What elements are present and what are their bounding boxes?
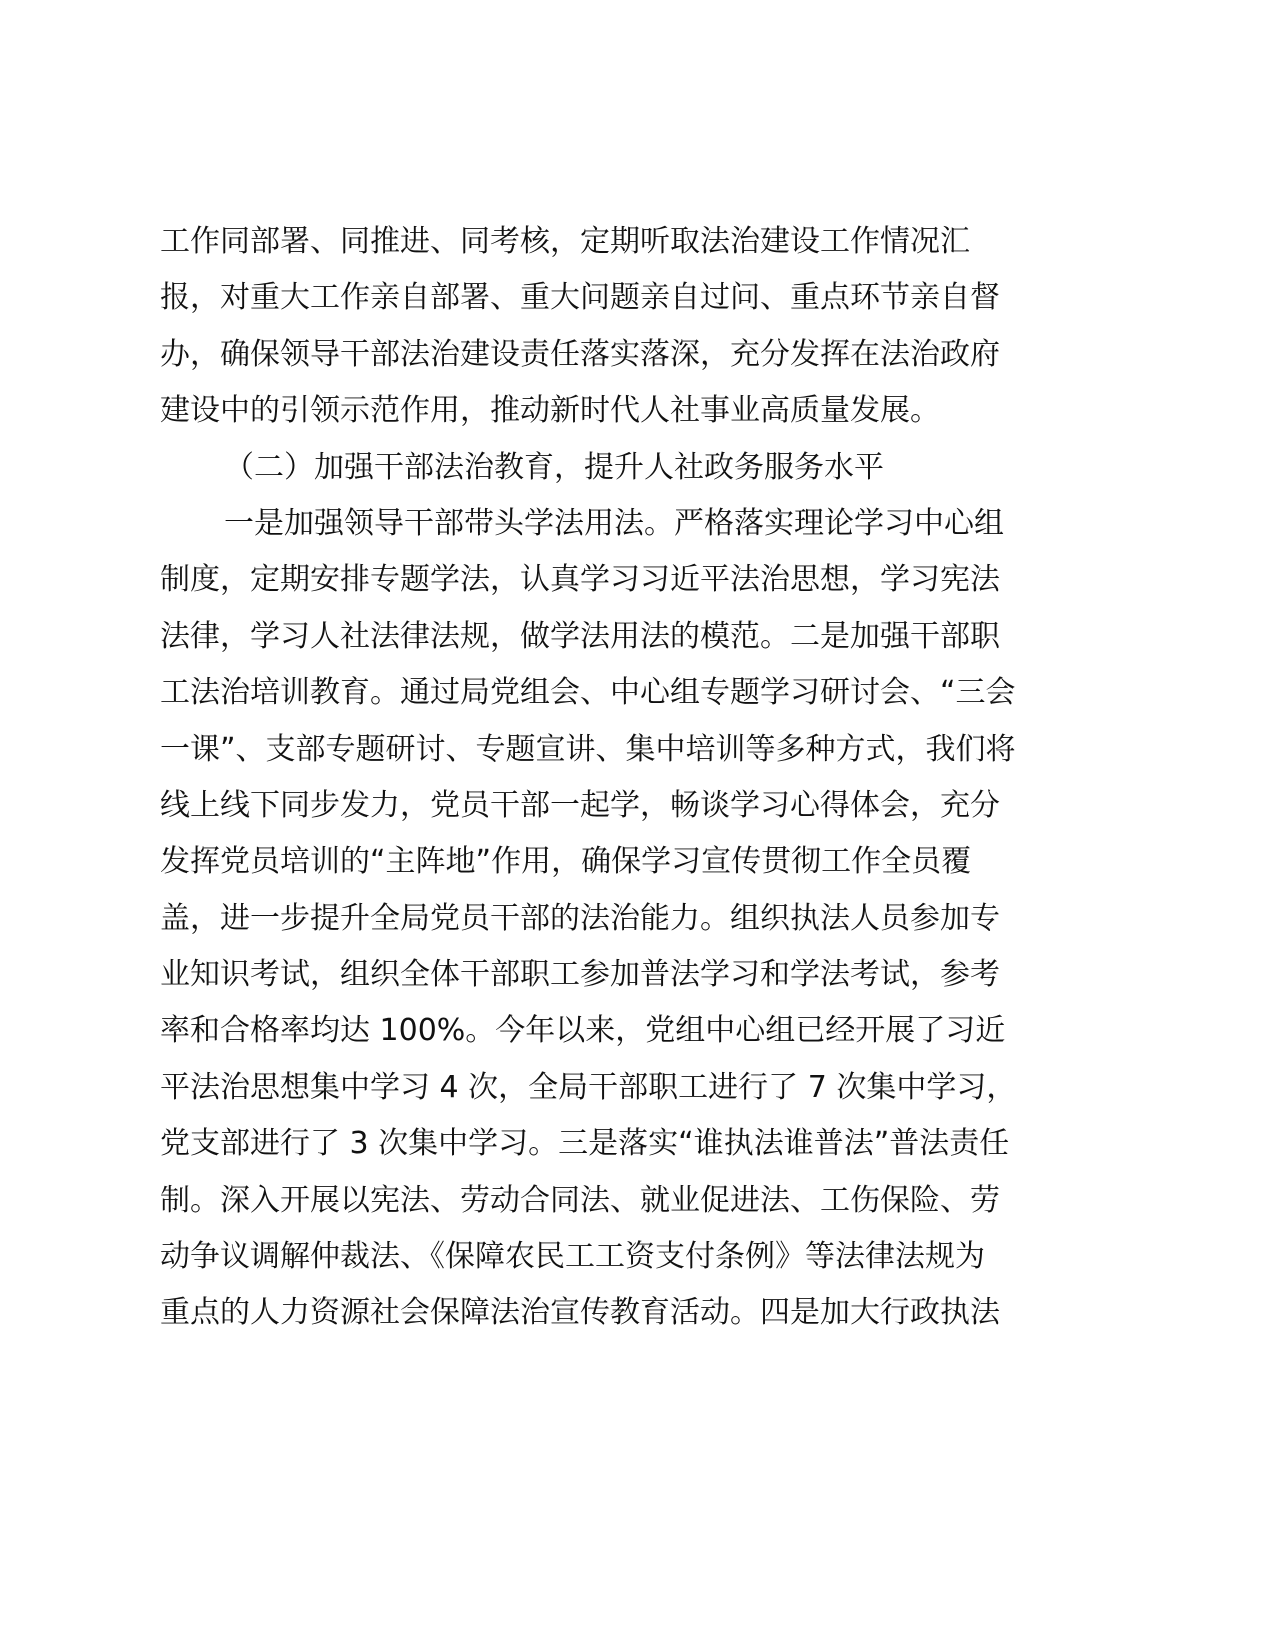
body-text [160, 214, 1075, 1342]
text-line: 建设中的引领示范作用，推动新时代人社事业高质量发展。 [160, 393, 940, 429]
text-line: 盖，进一步提升全局党员干部的法治能力。组织执法人员参加专 [160, 900, 1000, 936]
text-line: 法律，学习人社法律法规，做学法用法的模范。二是加强干部职 [160, 618, 1000, 654]
text-line: 办，确保领导干部法治建设责任落实落深，充分发挥在法治政府 [160, 336, 1000, 372]
text-line: 制。深入开展以宪法、劳动合同法、就业促进法、工伤保险、劳 [160, 1182, 1000, 1218]
text-line: 报，对重大工作亲自部署、重大问题亲自过问、重点环节亲自督 [160, 280, 1000, 316]
text-line: 动争议调解仲裁法、《保障农民工工资支付条例》等法律法规为 [160, 1239, 985, 1275]
text-line: 发挥党员培训的“主阵地”作用，确保学习宣传贯彻工作全员覆 [160, 844, 972, 880]
text-line: 平法治思想集中学习 4 次，全局干部职工进行了 7 次集中学习， [160, 1069, 1017, 1105]
text-line: 党支部进行了 3 次集中学习。三是落实“谁执法谁普法”普法责任 [160, 1126, 1010, 1162]
text-line: 率和合格率均达 100%。今年以来，党组中心组已经开展了习近 [160, 1013, 1006, 1049]
text-line: 工法治培训教育。通过局党组会、中心组专题学习研讨会、“三会 [160, 675, 1016, 711]
text-line: 线上线下同步发力，党员干部一起学，畅谈学习心得体会，充分 [160, 787, 1000, 823]
text-line: 工作同部署、同推进、同考核，定期听取法治建设工作情况汇 [160, 224, 970, 259]
text-line: 制度，定期安排专题学法，认真学习习近平法治思想，学习宪法 [160, 562, 1000, 598]
paragraph-start-line: （二）加强干部法治教育，提升人社政务服务水平 [224, 449, 884, 485]
text-line: 一课”、支部专题研讨、专题宣讲、集中培训等多种方式，我们将 [160, 731, 1016, 767]
paragraph-start-line: 一是加强领导干部带头学法用法。严格落实理论学习中心组 [224, 505, 1004, 541]
text-line: 重点的人力资源社会保障法治宣传教育活动。四是加大行政执法 [160, 1295, 1000, 1331]
text-line: 业知识考试，组织全体干部职工参加普法学习和学法考试，参考 [160, 957, 1000, 993]
